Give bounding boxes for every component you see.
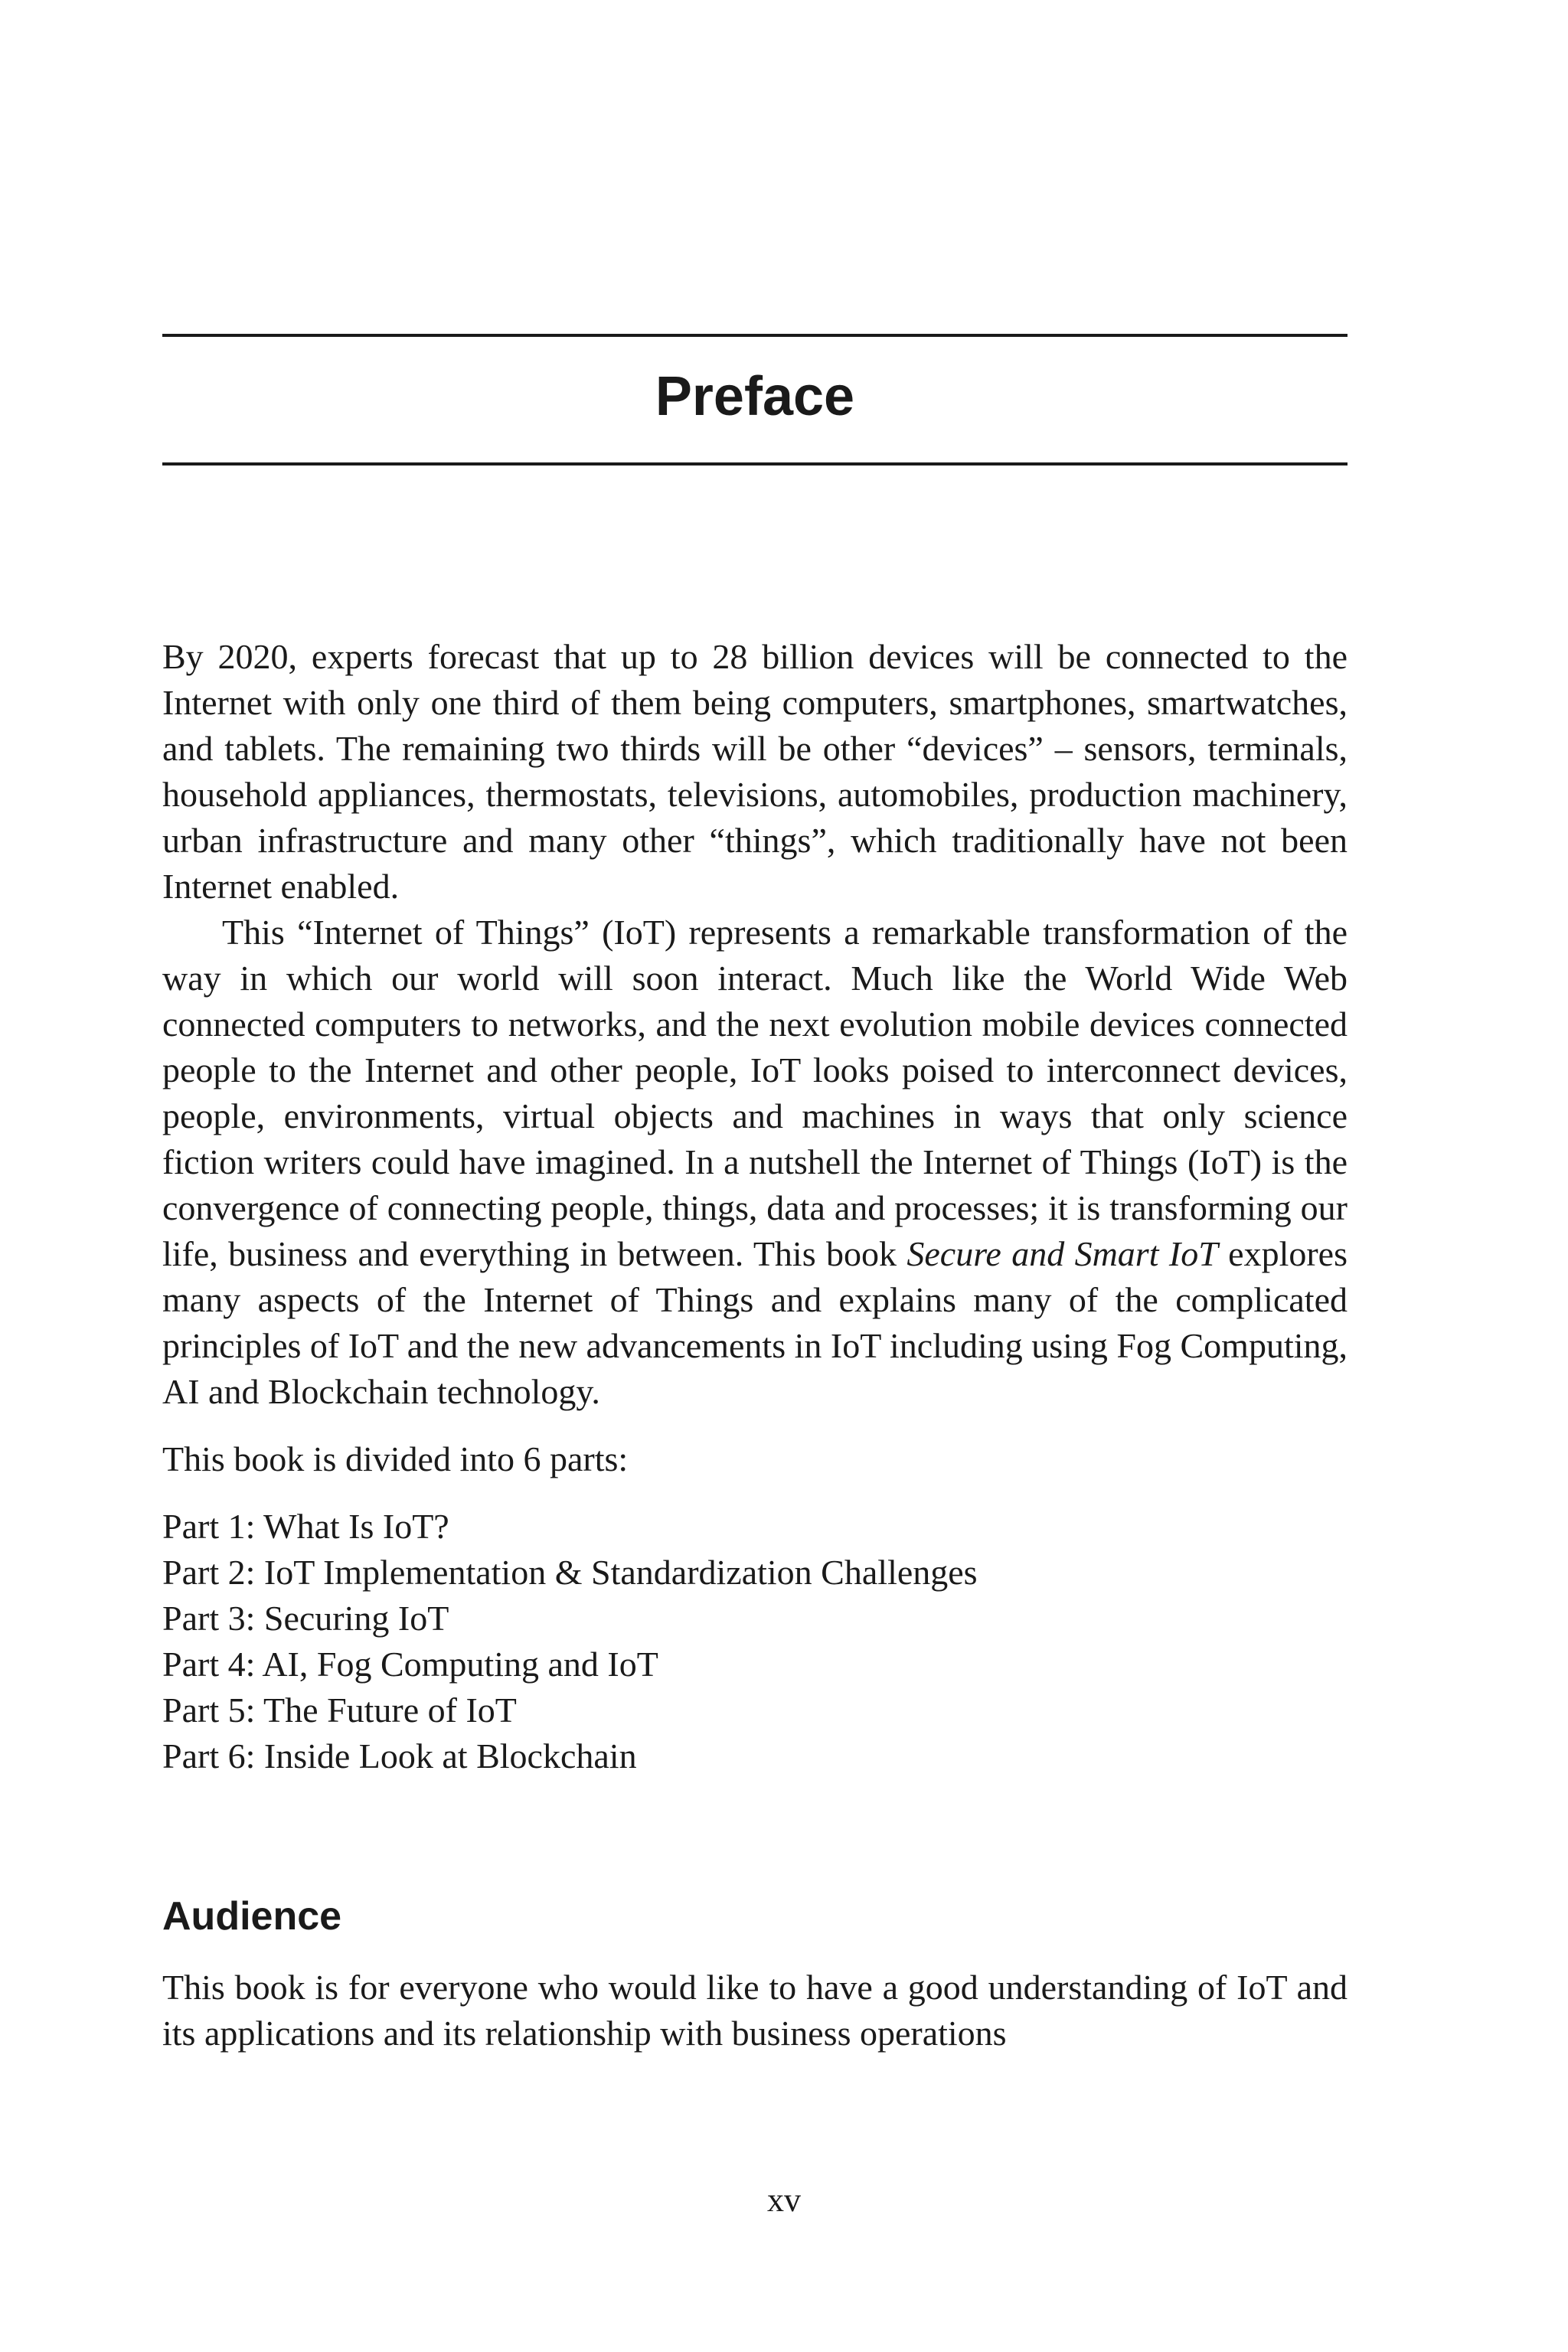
part-item-1: Part 1: What Is IoT?: [162, 1507, 449, 1546]
title-rule-bottom: [162, 462, 1348, 466]
part-item-3: Part 3: Securing IoT: [162, 1599, 449, 1638]
paragraph-1: By 2020, experts forecast that up to 28 billion devices will be connected to the Internet with only one third of them being computers, smartphones, smartwatches, and tablets. The remaining two thirds will be other “devices” – sensors, terminals, household appliances, thermostats, televisions, automobiles, production machinery, urban infrastructure and many other “things”, which traditionally have not been Internet enabled.: [162, 637, 1348, 906]
audience-paragraph: This book is for everyone who would like to have a good understanding of IoT and its applications and its relationship with business operations: [162, 1968, 1348, 2053]
audience-body: [162, 1965, 1348, 2056]
part-item-4: Part 4: AI, Fog Computing and IoT: [162, 1645, 658, 1684]
paragraph-2-text-b: explores many aspects of the Internet of Things and explains many of the complicated principles of IoT and the new advancements in IoT including using Fog Computing, AI and Blockchain technology.: [162, 1234, 1348, 1411]
preface-body: [162, 634, 1348, 1779]
part-item-2: Part 2: IoT Implementation & Standardization Challenges: [162, 1553, 978, 1592]
title-rule-top: [162, 334, 1348, 337]
parts-intro: This book is divided into 6 parts:: [162, 1439, 629, 1478]
part-item-6: Part 6: Inside Look at Blockchain: [162, 1736, 637, 1775]
part-item-5: Part 5: The Future of IoT: [162, 1690, 517, 1730]
paragraph-2-text-a: This “Internet of Things” (IoT) represents a remarkable transformation of the way in which our world will soon interact. Much like the World Wide Web connected computers to networks, and the next evolution mobile devices connected people to the Internet and other people, IoT looks poised to interconnect devices, people, environments, virtual objects and machines in ways that only science fiction writers could have imagined. In a nutshell the Internet of Things (IoT) is the convergence of connecting people, things, data and processes; it is transforming our life, business and everything in between. This book: [162, 913, 1348, 1273]
parts-list: [162, 1504, 1348, 1779]
page-title: Preface: [655, 366, 855, 427]
page-number: xv: [767, 2181, 801, 2219]
book-title: Secure and Smart IoT: [906, 1234, 1218, 1273]
paragraph-2: [162, 910, 1348, 1415]
audience-heading: Audience: [162, 1894, 342, 1939]
